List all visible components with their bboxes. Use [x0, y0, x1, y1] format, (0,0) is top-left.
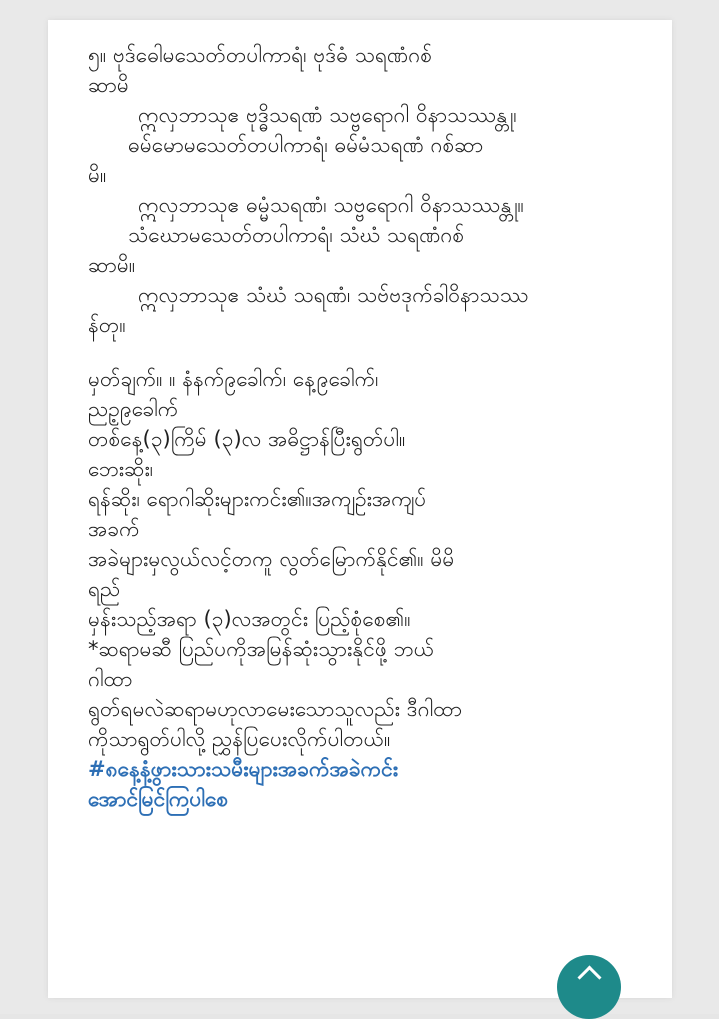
text-line: ဆာမိ။	[88, 253, 136, 277]
hashtag-link-continued[interactable]: အောင်မြင်ကြပါစေ	[88, 787, 229, 811]
text-line: ဣလှဘာသုဧ သံဃံ သရဏံ၊ သဗ်ဗဒုက်ခါဝိနာသဿ	[138, 283, 529, 307]
text-line: ဣလှဘာသုဧ ဓမ္မံသရဏံ၊ သဗ္ဗရောဂါ ဝိနာသဿန္တု။	[138, 193, 524, 217]
document-page	[48, 20, 672, 998]
text-line: တစ်နေ့(၃)ကြိမ် (၃)လ အဓိဋ္ဌာန်ပြီးရွတ်ပါ။	[88, 427, 406, 451]
text-line: မှတ်ချက်။ ။ နံနက်၉ခေါက်၊ နေ့၉ခေါက်၊	[88, 367, 379, 391]
text-line: အခက်	[88, 517, 140, 541]
hashtag-link[interactable]: #၈နေ့နံ့ဖွားသားသမီးများအခက်အခဲကင်း	[88, 757, 399, 781]
text-line: ရွတ်ရမလဲဆရာမဟုလာမေးသောသူလည်း ဒီဂါထာ	[88, 697, 463, 721]
text-line: ဂါထာ	[88, 667, 133, 691]
text-line: *ဆရာမဆီ ပြည်ပကိုအမြန်ဆုံးသွားနိုင်ဖို့ ဘယ်	[88, 637, 435, 661]
text-line: ရည်	[88, 577, 121, 601]
text-line: ဣလှဘာသုဧ ဗုဒ္ဓိသရဏံ သဗ္ဗရောဂါ ဝိနာသဿန္တု၊	[138, 103, 517, 127]
text-line: ညဥ့၉ခေါက်	[88, 397, 179, 421]
text-line: အခဲများမှလွယ်လင့်တကူ လွတ်မြောက်နိုင်၏။ မိမိ	[88, 547, 455, 571]
scroll-to-top-button[interactable]	[557, 955, 621, 1019]
chevron-up-icon	[577, 965, 601, 989]
text-line: ဓမ်မောမသေတ်တပါကာရံ၊ ဓမ်မံသရဏံ ဂစ်ဆာ	[128, 133, 484, 157]
text-line: သံဃောမသေတ်တပါကာရံ၊ သံဃံ သရဏံဂစ်	[128, 223, 465, 247]
text-line: ကိုသာရွတ်ပါလို့ ညွှန်ပြပေးလိုက်ပါတယ်။	[88, 727, 391, 751]
text-line: ဘေးဆိုး၊	[88, 457, 154, 481]
text-line: န်တု။	[88, 313, 126, 337]
text-line: မှန်းသည့်အရာ (၃)လအတွင်း ပြည့်စုံစေ၏။	[88, 607, 411, 631]
text-line: ရန်ဆိုး၊ ရောဂါဆိုးများကင်း၏။အကျဉ်းအကျပ်	[88, 487, 427, 511]
paragraph-gap	[88, 340, 644, 364]
text-line: ဆာမိ	[88, 73, 129, 97]
text-line: မိ။	[88, 163, 107, 187]
text-line: ၅။ ဗုဒ်ဓေါမသေတ်တပါကာရံ၊ ဗုဒ်ဓံ သရဏံဂစ်	[88, 43, 433, 67]
document-text	[88, 40, 644, 814]
